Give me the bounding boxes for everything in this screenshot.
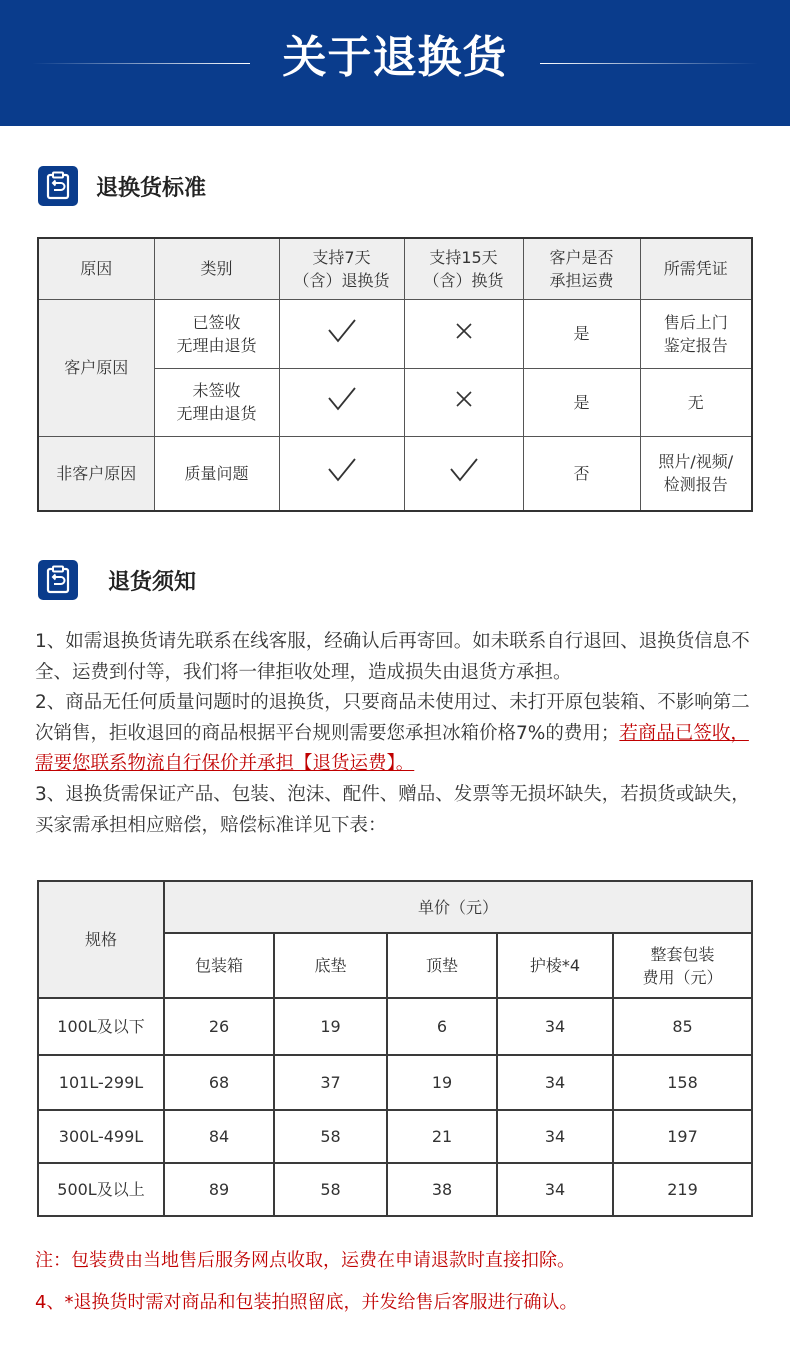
price-cell: 37: [274, 1055, 387, 1110]
price-cell: 19: [274, 998, 387, 1055]
cross-icon: [404, 368, 523, 436]
header-7day: 支持7天 （含）退换货: [279, 238, 404, 299]
check-icon: [279, 299, 404, 368]
price-cell: 34: [497, 1163, 613, 1216]
packaging-fee-note: 注：包装费由当地售后服务网点收取，运费在申请退款时直接扣除。: [35, 1250, 575, 1271]
header-15day: 支持15天 （含）换货: [404, 238, 523, 299]
spec-cell: 101L-299L: [38, 1055, 164, 1110]
col-box: 包装箱: [164, 933, 274, 998]
col-bottom-pad: 底垫: [274, 933, 387, 998]
page-banner: [0, 0, 790, 126]
proof-cell: 照片/视频/ 检测报告: [640, 436, 752, 511]
price-cell: 34: [497, 998, 613, 1055]
price-cell: 219: [613, 1163, 752, 1216]
reason-customer: 客户原因: [38, 299, 154, 436]
price-cell: 58: [274, 1110, 387, 1163]
table-row: [38, 1163, 752, 1216]
check-icon: [279, 436, 404, 511]
check-icon: [279, 368, 404, 436]
notice-2-text: 2、商品无任何质量问题时的退换货，只要商品未使用过、未打开原包装箱、不影响第二次销售，拒收退回的商品根据平台规则需要您承担冰箱价格7%的费用；: [35, 692, 750, 744]
price-cell: 21: [387, 1110, 497, 1163]
notice-paragraph-2: [35, 688, 760, 780]
header-proof: 所需凭证: [640, 238, 752, 299]
reason-non-customer: 非客户原因: [38, 436, 154, 511]
proof-cell: 无: [640, 368, 752, 436]
price-cell: 26: [164, 998, 274, 1055]
notice-2-warning: 若商品已签收，需要您联系物流自行保价并承担【退货运费】。: [35, 722, 749, 774]
price-cell: 34: [497, 1055, 613, 1110]
notice-paragraph-1: 1、如需退换货请先联系在线客服，经确认后再寄回。如未联系自行退回、退换货信息不全、运费到付等，我们将一律拒收处理，造成损失由退货方承担。: [35, 631, 750, 683]
header-reason: 原因: [38, 238, 154, 299]
return-standard-table: [37, 237, 753, 512]
proof-cell: 售后上门 鉴定报告: [640, 299, 752, 368]
check-icon: [404, 436, 523, 511]
category-cell: 未签收 无理由退货: [154, 368, 279, 436]
packaging-price-table: [37, 880, 753, 1217]
section-title-standard: 退换货标准: [96, 175, 207, 201]
spec-header: 规格: [38, 881, 164, 998]
col-edge-guard: 护棱*4: [497, 933, 613, 998]
col-full-set: 整套包装 费用（元）: [613, 933, 752, 998]
price-cell: 6: [387, 998, 497, 1055]
price-cell: 58: [274, 1163, 387, 1216]
banner-right-line: [540, 63, 758, 64]
price-cell: 85: [613, 998, 752, 1055]
freight-cell: 是: [523, 368, 640, 436]
col-top-pad: 顶垫: [387, 933, 497, 998]
table-row: [38, 1110, 752, 1163]
section-header-standard: [38, 166, 206, 206]
price-cell: 89: [164, 1163, 274, 1216]
unit-price-header: 单价（元）: [164, 881, 752, 933]
price-cell: 68: [164, 1055, 274, 1110]
price-cell: 19: [387, 1055, 497, 1110]
spec-cell: 100L及以下: [38, 998, 164, 1055]
header-freight: 客户是否 承担运费: [523, 238, 640, 299]
price-cell: 84: [164, 1110, 274, 1163]
header-category: 类别: [154, 238, 279, 299]
table-header-row: [38, 881, 752, 933]
table-row: [38, 1055, 752, 1110]
clipboard-return-icon: [38, 166, 78, 206]
price-cell: 158: [613, 1055, 752, 1110]
category-cell: 已签收 无理由退货: [154, 299, 279, 368]
banner-left-line: [32, 63, 250, 64]
price-cell: 34: [497, 1110, 613, 1163]
spec-cell: 500L及以上: [38, 1163, 164, 1216]
clipboard-return-icon: [38, 560, 78, 600]
notice-paragraph-3: 3、退换货需保证产品、包装、泡沫、配件、赠品、发票等无损坏缺失，若损货或缺失，买家需承担相应赔偿，赔偿标准详见下表：: [35, 784, 750, 836]
section-title-notice: 退货须知: [108, 569, 197, 595]
spec-cell: 300L-499L: [38, 1110, 164, 1163]
category-cell: 质量问题: [154, 436, 279, 511]
price-cell: 38: [387, 1163, 497, 1216]
table-row: [38, 436, 752, 511]
freight-cell: 是: [523, 299, 640, 368]
freight-cell: 否: [523, 436, 640, 511]
page-title: 关于退换货: [282, 32, 508, 83]
table-row: [38, 299, 752, 368]
notice-item-4: 4、*退换货时需对商品和包装拍照留底，并发给售后客服进行确认。: [35, 1292, 578, 1313]
table-row: [38, 998, 752, 1055]
table-header-row: [38, 238, 752, 299]
section-header-notice: [38, 560, 196, 600]
cross-icon: [404, 299, 523, 368]
price-cell: 197: [613, 1110, 752, 1163]
